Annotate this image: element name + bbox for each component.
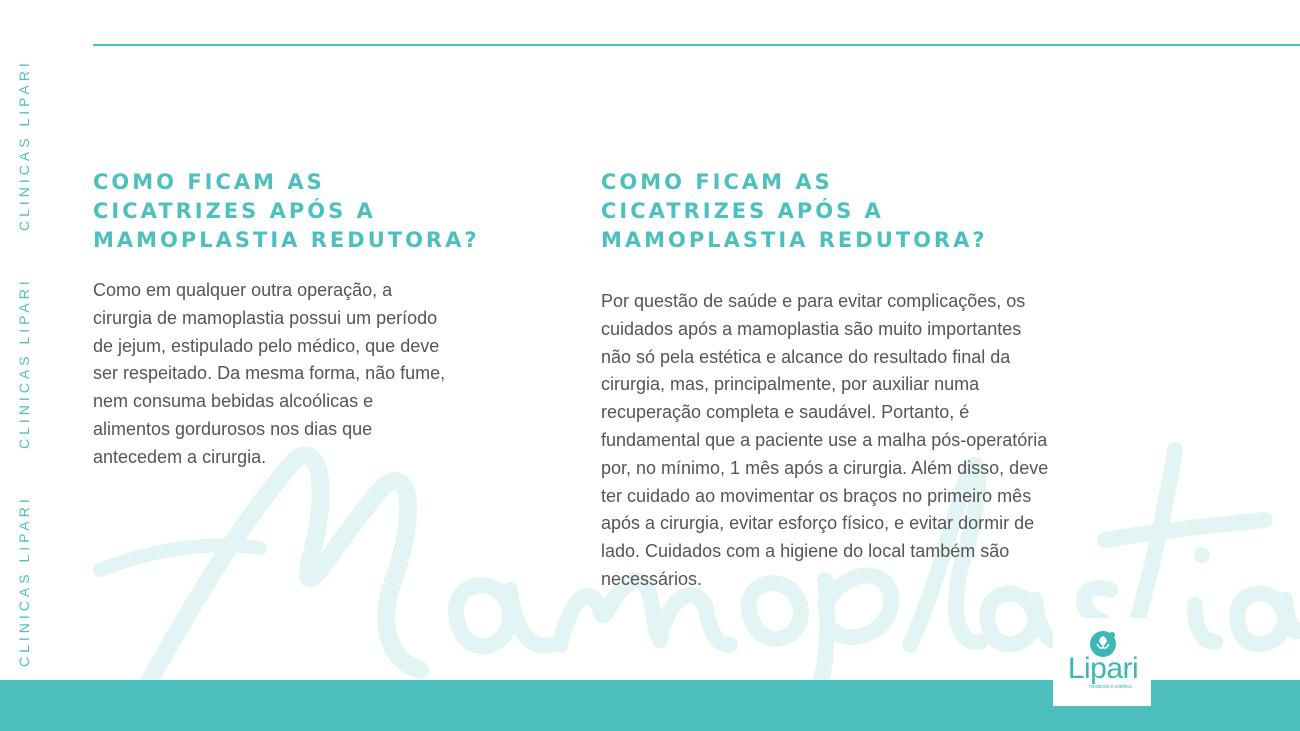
left-section-body: Como em qualquer outra operação, a cirurgia de mamoplastia possui um período de jejum, estipulado pelo médico, que deve ser respeitado. Da mesma forma, não fume, nem consuma bebidas alcoólicas e alimentos gordurosos nos dias que antecedem a cirurgia. [93, 280, 446, 467]
left-section-heading: COMO FICAM AS CICATRIZES APÓS A MAMOPLASTIA REDUTORA? [93, 170, 480, 252]
left-column [93, 168, 513, 472]
vertical-brand-strip [12, 52, 36, 677]
logo-tagline: medicina e estética [1089, 684, 1132, 690]
lipari-logo [1053, 618, 1151, 706]
right-section-heading: COMO FICAM AS CICATRIZES APÓS A MAMOPLASTIA REDUTORA? [601, 170, 988, 252]
right-section-body: Por questão de saúde e para evitar complicações, os cuidados após a mamoplastia são muito importantes não só pela estética e alcance do resultado final da cirurgia, mas, principalmente, por auxiliar numa recuperação completa e saudável. Portanto, é fundamental que a paciente use a malha pós-operatória por, no mínimo, 1 mês após a cirurgia. Além disso, deve ter cuidado ao movimentar os braços no primeiro mês após a cirurgia, evitar esforço físico, e evitar dormir de lado. Cuidados com a higiene do local também são necessários. [601, 291, 1049, 589]
logo-wordmark: Lipari [1067, 652, 1139, 685]
vertical-brand-label: CLINICAS LIPARI [16, 59, 32, 231]
right-column [601, 168, 1141, 594]
top-divider-line [93, 44, 1300, 46]
vertical-brand-label: CLINICAS LIPARI [16, 495, 32, 667]
vertical-brand-label: CLINICAS LIPARI [16, 277, 32, 449]
